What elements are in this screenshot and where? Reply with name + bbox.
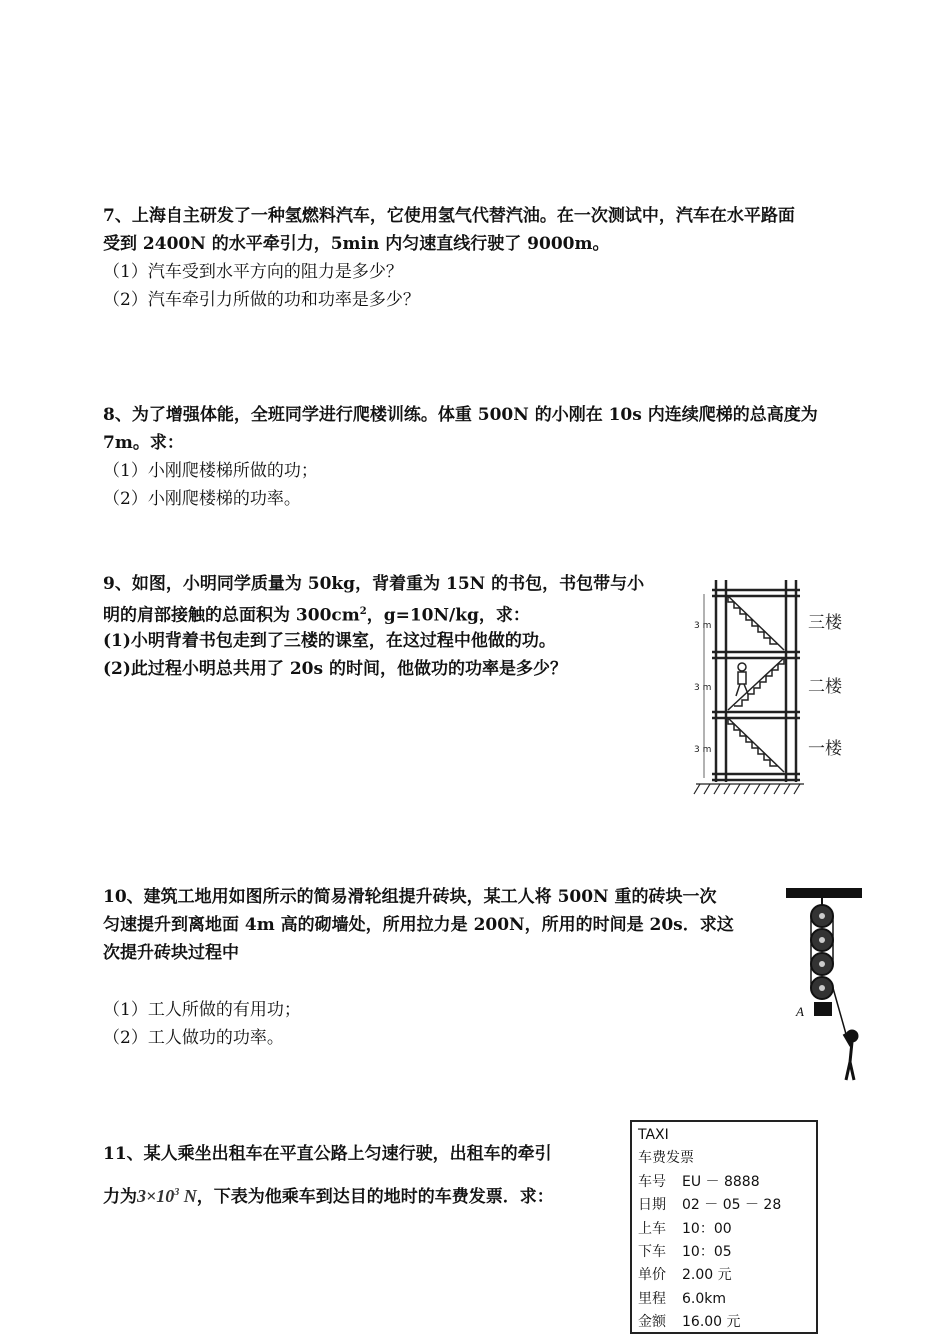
receipt-key: 日期 <box>638 1197 666 1214</box>
q11-line2-pre: 力为 <box>103 1187 137 1207</box>
q10-line2: 匀速提升到离地面 4m 高的砌墙处，所用拉力是 200N，所用的时间是 20s．求这 <box>103 915 734 935</box>
q9-line2 <box>103 598 530 630</box>
force-unit: N <box>179 1186 197 1206</box>
stairs-building-figure <box>688 572 858 804</box>
receipt-row <box>638 1264 810 1287</box>
floor-label-3: 三楼 <box>808 613 842 633</box>
worker-figure <box>844 1031 857 1080</box>
q10-line3: 次提升砖块过程中 <box>103 943 239 963</box>
receipt-value: 6.0km <box>682 1290 727 1307</box>
floor-label-2: 二楼 <box>808 677 842 697</box>
receipt-row <box>638 1311 810 1334</box>
q11-line1: 11、某人乘坐出租车在平直公路上匀速行驶，出租车的牵引 <box>103 1144 552 1164</box>
person-figure <box>736 663 748 696</box>
height-label-top: 3 m <box>694 621 712 631</box>
q9-sub2: (2)此过程小明总共用了 20s 的时间，他做功的功率是多少？ <box>103 659 567 679</box>
q7-line2: 受到 2400N 的水平牵引力，5min 内匀速直线行驶了 9000m。 <box>103 234 610 254</box>
receipt-key: 上车 <box>638 1220 666 1237</box>
q8-sub2: （2）小刚爬楼梯的功率。 <box>103 489 301 509</box>
receipt-value: 10：00 <box>682 1220 732 1237</box>
receipt-key: 下车 <box>638 1244 666 1261</box>
height-label-bottom: 3 m <box>694 745 712 755</box>
q11-line2-post: ，下表为他乘车到达目的地时的车费发票．求： <box>196 1187 554 1207</box>
receipt-key: 单价 <box>638 1267 666 1284</box>
receipt-title: TAXI <box>638 1127 669 1143</box>
q8-sub1: （1）小刚爬楼梯所做的功； <box>103 461 318 481</box>
q7-sub1: （1）汽车受到水平方向的阻力是多少？ <box>103 262 403 282</box>
q9-line1: 9、如图，小明同学质量为 50kg，背着重为 15N 的书包，书包带与小 <box>103 574 645 594</box>
taxi-receipt <box>630 1120 818 1334</box>
receipt-value: 16.00 元 <box>682 1314 741 1331</box>
receipt-key: 车号 <box>638 1173 666 1190</box>
q8-line2: 7m。求： <box>103 433 184 453</box>
receipt-row <box>638 1218 810 1241</box>
q8-line1: 8、为了增强体能，全班同学进行爬楼训练。体重 500N 的小刚在 10s 内连续爬梯的总高度为 <box>103 405 818 425</box>
q9-sub1: (1)小明背着书包走到了三楼的课室，在这过程中他做的功。 <box>103 631 556 651</box>
pulley-figure <box>782 884 866 1084</box>
receipt-key: 里程 <box>638 1290 666 1307</box>
receipt-row <box>638 1241 810 1264</box>
q9-line2-text: 明的肩部接触的总面积为 300cm <box>103 605 360 626</box>
q10-sub2: （2）工人做功的功率。 <box>103 1028 284 1048</box>
q9-line2-tail: ，g=10N/kg，求： <box>366 605 530 626</box>
receipt-value: 10：05 <box>682 1244 732 1261</box>
label-a: A <box>796 1004 804 1019</box>
floor-label-1: 一楼 <box>808 739 842 759</box>
q7-line1: 7、上海自主研发了一种氢燃料汽车，它使用氢气代替汽油。在一次测试中，汽车在水平路面 <box>103 206 795 226</box>
height-label-mid: 3 m <box>694 683 712 693</box>
q11-line2 <box>103 1179 554 1211</box>
receipt-key: 金额 <box>638 1314 666 1331</box>
receipt-value: 2.00 元 <box>682 1267 732 1284</box>
q9-line2-sup: 2 <box>359 606 367 617</box>
receipt-subtitle: 车费发票 <box>638 1150 694 1167</box>
receipt-row <box>638 1288 810 1311</box>
force-exp: 3 <box>174 1187 180 1198</box>
receipt-value: 02 － 05 － 28 <box>682 1197 782 1214</box>
receipt-value: EU － 8888 <box>682 1173 760 1190</box>
force-equation <box>137 1186 197 1206</box>
force-base: 3×10 <box>137 1186 175 1206</box>
q10-sub1: （1）工人所做的有用功； <box>103 1000 301 1020</box>
q10-line1: 10、建筑工地用如图所示的简易滑轮组提升砖块，某工人将 500N 重的砖块一次 <box>103 887 717 907</box>
q7-sub2: （2）汽车牵引力所做的功和功率是多少？ <box>103 290 420 310</box>
receipt-row <box>638 1171 810 1194</box>
receipt-row <box>638 1194 810 1217</box>
